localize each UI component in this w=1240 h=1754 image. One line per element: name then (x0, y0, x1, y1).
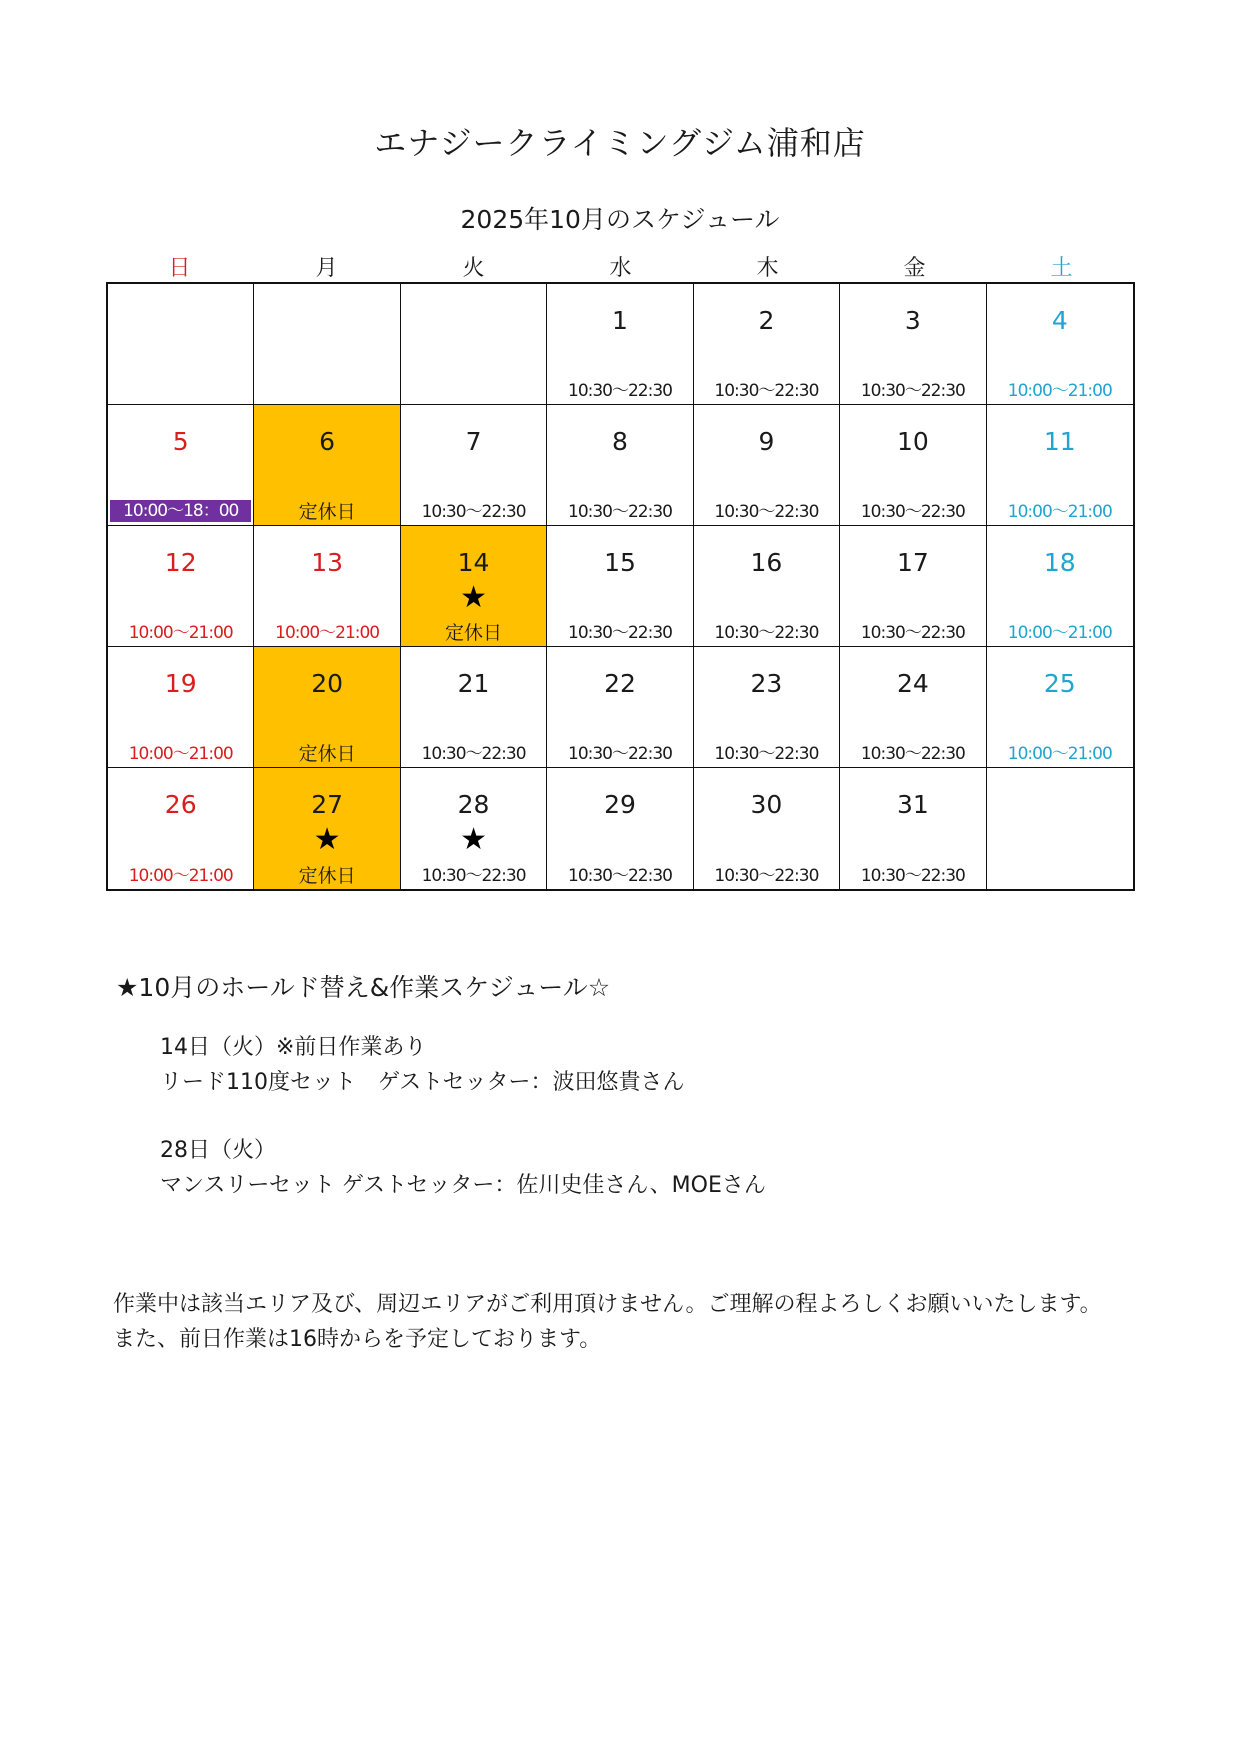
calendar-day-cell (108, 768, 254, 889)
day-number: 25 (1043, 669, 1076, 698)
calendar-day-cell (254, 284, 400, 405)
day-number: 19 (164, 669, 197, 698)
calendar-day-cell (547, 768, 693, 889)
calendar-day-cell (547, 647, 693, 768)
opening-hours: 10:30～22:30 (860, 866, 965, 886)
calendar-day-cell (987, 284, 1133, 405)
weekday-header (106, 256, 1135, 282)
calendar-day-cell (108, 405, 254, 526)
opening-hours: 10:00～21:00 (275, 623, 380, 643)
day-number: 30 (750, 790, 783, 819)
work-schedule-heading: ★10月のホールド替え&作業スケジュール☆ (116, 973, 611, 1002)
work-item-date-14: 14日（火）※前日作業あり (160, 1035, 427, 1060)
schedule-subtitle: 2025年10月のスケジュール (460, 205, 780, 234)
notice-line-2: また、前日作業は16時からを予定しております。 (113, 1327, 602, 1352)
calendar-grid (106, 282, 1135, 891)
weekday-label: 金 (903, 256, 926, 281)
day-number: 14 (457, 548, 490, 577)
calendar-day-cell (987, 768, 1133, 889)
calendar-day-cell (840, 526, 986, 647)
day-number: 12 (164, 548, 197, 577)
calendar-day-cell (254, 526, 400, 647)
day-number: 15 (604, 548, 636, 577)
day-number: 17 (896, 548, 929, 577)
day-number: 8 (612, 427, 628, 456)
calendar-day-cell (694, 284, 840, 405)
opening-hours: 10:00～21:00 (1007, 744, 1112, 764)
calendar-day-cell (840, 647, 986, 768)
day-number: 11 (1043, 427, 1076, 456)
opening-hours: 10:30～22:30 (860, 381, 965, 401)
day-number: 5 (172, 427, 189, 456)
calendar-day-cell (840, 284, 986, 405)
day-number: 4 (1051, 306, 1068, 335)
opening-hours: 10:30～22:30 (860, 502, 965, 522)
calendar-day-cell (401, 405, 547, 526)
day-number: 26 (164, 790, 197, 819)
opening-hours: 10:00～18：00 (110, 500, 251, 522)
star-icon: ★ (460, 580, 488, 615)
calendar-day-cell (108, 284, 254, 405)
weekday-label: 日 (168, 256, 191, 281)
opening-hours: 10:30～22:30 (714, 502, 819, 522)
opening-hours: 10:30～22:30 (714, 623, 819, 643)
calendar-day-cell (694, 526, 840, 647)
day-number: 13 (311, 548, 344, 577)
closed-day-label: 定休日 (445, 622, 503, 644)
star-icon: ★ (460, 822, 488, 857)
day-number: 9 (758, 427, 775, 456)
opening-hours: 10:00～21:00 (1007, 502, 1112, 522)
calendar-day-cell (987, 647, 1133, 768)
day-number: 22 (604, 669, 636, 698)
day-number: 18 (1043, 548, 1076, 577)
opening-hours: 10:00～21:00 (1007, 381, 1112, 401)
notice-line-1: 作業中は該当エリア及び、周辺エリアがご利用頂けません。ご理解の程よろしくお願いいたします。 (113, 1292, 1102, 1317)
day-number: 21 (457, 669, 490, 698)
day-number: 7 (465, 427, 482, 456)
closed-day-label: 定休日 (298, 501, 356, 523)
calendar-day-cell (547, 405, 693, 526)
opening-hours: 10:30～22:30 (421, 866, 526, 886)
weekday-label: 火 (462, 256, 485, 281)
calendar-day-cell (694, 647, 840, 768)
day-number: 20 (311, 669, 344, 698)
calendar-day-cell (254, 647, 400, 768)
day-number: 23 (750, 669, 783, 698)
calendar-day-cell (401, 768, 547, 889)
opening-hours: 10:30～22:30 (421, 744, 526, 764)
page-title: エナジークライミングジム浦和店 (374, 124, 866, 162)
closed-day-label: 定休日 (298, 865, 356, 887)
calendar-day-cell (108, 526, 254, 647)
day-number: 10 (896, 427, 929, 456)
calendar-day-cell (547, 526, 693, 647)
calendar-day-cell (840, 768, 986, 889)
calendar-day-cell (840, 405, 986, 526)
calendar-day-cell (254, 768, 400, 889)
calendar-day-cell (694, 405, 840, 526)
opening-hours: 10:30～22:30 (714, 866, 819, 886)
work-item-detail-28: マンスリーセット ゲストセッター：佐川史佳さん、MOEさん (160, 1173, 766, 1198)
calendar-day-cell (254, 405, 400, 526)
day-number: 29 (604, 790, 636, 819)
calendar-day-cell (987, 405, 1133, 526)
day-number: 6 (319, 427, 336, 456)
opening-hours: 10:30～22:30 (860, 623, 965, 643)
calendar-day-cell (694, 768, 840, 889)
day-number: 16 (750, 548, 783, 577)
day-number: 31 (896, 790, 929, 819)
opening-hours: 10:00～21:00 (128, 623, 233, 643)
opening-hours: 10:30～22:30 (568, 623, 672, 643)
calendar-day-cell (401, 526, 547, 647)
opening-hours: 10:30～22:30 (568, 381, 672, 401)
weekday-label: 土 (1050, 256, 1073, 281)
weekday-label: 木 (756, 256, 779, 281)
calendar-day-cell (401, 284, 547, 405)
opening-hours: 10:30～22:30 (714, 381, 819, 401)
work-item-detail-14: リード110度セット ゲストセッター：波田悠貴さん (160, 1070, 685, 1095)
work-item-date-28: 28日（火） (160, 1138, 276, 1163)
opening-hours: 10:00～21:00 (1007, 623, 1112, 643)
calendar-day-cell (547, 284, 693, 405)
star-icon: ★ (313, 822, 341, 857)
opening-hours: 10:30～22:30 (568, 744, 672, 764)
closed-day-label: 定休日 (298, 743, 356, 765)
weekday-label: 水 (609, 256, 632, 281)
weekday-label: 月 (315, 256, 338, 281)
day-number: 27 (311, 790, 344, 819)
opening-hours: 10:30～22:30 (421, 502, 526, 522)
opening-hours: 10:30～22:30 (568, 502, 672, 522)
opening-hours: 10:00～21:00 (128, 866, 233, 886)
calendar-day-cell (987, 526, 1133, 647)
opening-hours: 10:30～22:30 (860, 744, 965, 764)
day-number: 24 (896, 669, 929, 698)
day-number: 2 (758, 306, 775, 335)
day-number: 28 (457, 790, 490, 819)
opening-hours: 10:30～22:30 (568, 866, 672, 886)
opening-hours: 10:00～21:00 (128, 744, 233, 764)
day-number: 1 (612, 306, 628, 335)
day-number: 3 (904, 306, 921, 335)
calendar-day-cell (401, 647, 547, 768)
opening-hours: 10:30～22:30 (714, 744, 819, 764)
calendar-day-cell (108, 647, 254, 768)
